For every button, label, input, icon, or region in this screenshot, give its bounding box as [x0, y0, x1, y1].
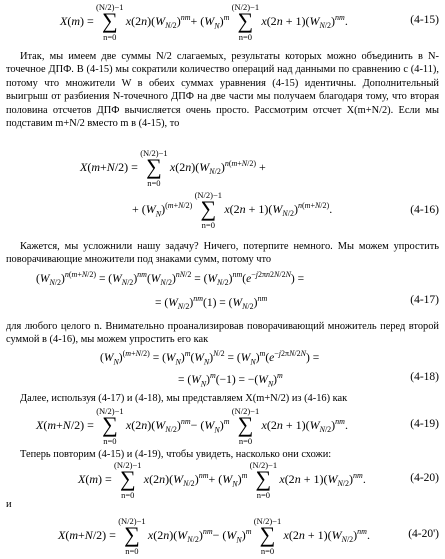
equation-number: (4-20') — [408, 528, 439, 540]
equation-number: (4-15) — [410, 14, 439, 26]
paragraph-5: Теперь повторим (4-15) и (4-19), чтобы увидеть, насколько они схожи: — [20, 449, 332, 460]
paragraph-1: Итак, мы имеем две суммы N/2 слагаемых, результаты которых можно объединить в N-точечное ДПФ. В (4-15) мы сократили количество операций над данными по сравнению с (4-11), потому что множители W в обеих суммах уравнения (4-15) идентичны. Дополнительный выигрыш от разбиения N-точечного ДПФ на две части мы получаем благодаря тому, что вторая половина отсчетов ДПФ вычисляется очень просто. Рассмотрим отсчет X(m+N/2). Если мы подставим m+N/2 вместо m в (4-15), то — [6, 51, 439, 130]
equation-4-20: X(m) = (N/2)−1 ∑ n=0 $x(2n)(W_{N/2})^{nm}+ (W_N)^m$ (N/2)−1 ∑ n=0 $x(2n + 1)(W_{N/2})^{nm}$. (4-20) — [78, 460, 439, 500]
equation-number: (4-17) — [410, 294, 439, 306]
equation-4-19: X(m+N/2) = (N/2)−1 ∑ n=0 $x(2n)(W_{N/2})^{nm}- (W_N)^m$ (N/2)−1 ∑ n=0 $x(2n + 1)(W_{N/2})^{nm}$. (4-19) — [36, 406, 439, 446]
equation-4-15: X(m) = (N/2)−1 ∑ n=0 $x(2n)(W_{N/2})^{nm}+ (W_N)^m$ (N/2)−1 ∑ n=0 $x(2n + 1)(W_{N/2})^{nm}$. (4-15) — [60, 2, 439, 42]
paragraph-2: Кажется, мы усложнили нашу задачу? Ничего, потерпите немного. Мы можем упростить поворачивающие множители под знаками сумм, потому что — [6, 241, 439, 266]
equation-number: (4-18) — [410, 371, 439, 383]
equation-number: (4-19) — [410, 418, 439, 430]
equation-number: (4-16) — [410, 204, 439, 216]
equation-4-18: $(W_N)^{(m+N/2)} = (W_N)^m(W_N)^{N/2} = (W_N)^m(e^{-j2\pi N/2N})$ = = $(W_N)^m(-1) = -(W_N)^m$ (4-18) — [100, 349, 439, 389]
paragraph-6: и — [6, 499, 12, 510]
paragraph-4: Далее, используя (4-17) и (4-18), мы представляем X(m+N/2) из (4-16) как — [20, 393, 348, 404]
paragraph-3: для любого целого n. Внимательно проанализировав поворачивающий множитель перед второй суммой в (4-16), мы можем упростить его как — [6, 321, 439, 346]
equation-4-20-prime: X(m+N/2) = (N/2)−1 ∑ n=0 $x(2n)(W_{N/2})^{nm}- (W_N)^m$ (N/2)−1 ∑ n=0 $x(2n + 1)(W_{N/2})^{nm}$. (4-20') — [58, 516, 439, 556]
equation-4-16: X(m+N/2) = (N/2)−1 ∑ n=0 $x(2n)(W_{N/2})^{n(m+N/2)}$ + + $(W_N)^{(m+N/2)}$ (N/2)−1 ∑ n=0 $x(2n + 1)(W_{N/2})^{n(m+N/2)}$. (4-16) — [80, 148, 439, 230]
equation-number: (4-20) — [410, 472, 439, 484]
equation-4-17: $(W_{N/2})^{n(m+N/2)} = (W_{N/2})^{nm}(W_{N/2})^{nN/2} = (W_{N/2})^{nm}(e^{-j2\pi n2N/2N})$ = = $(W_{N/2})^{nm}(1) = (W_{N/2})^{nm}$ (4-17) — [36, 270, 439, 312]
